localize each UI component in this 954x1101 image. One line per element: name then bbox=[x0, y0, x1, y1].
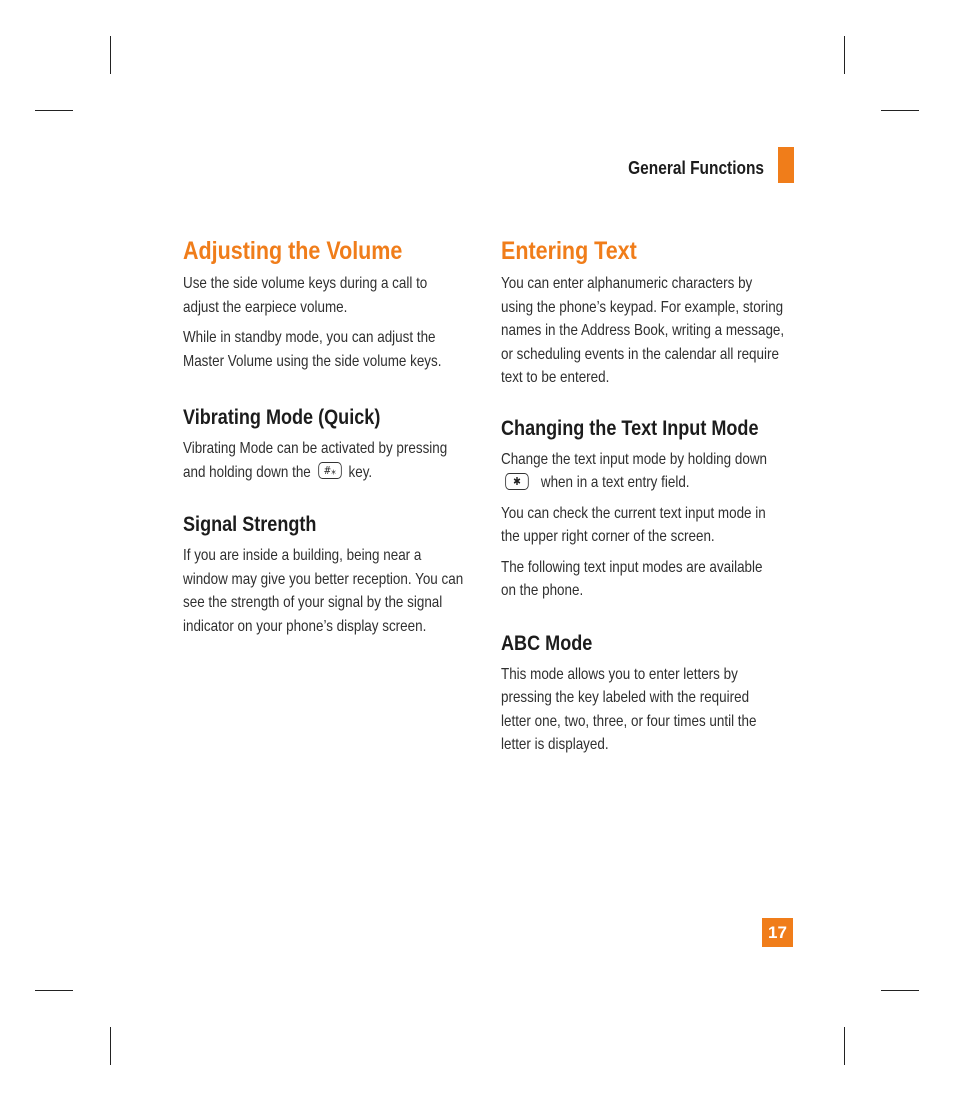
volume-paragraph-2: While in standby mode, you can adjust the Master Volume using the side volume keys. bbox=[183, 329, 442, 370]
entering-text-paragraph: You can enter alphanumeric characters by using the phone’s keypad. For example, storing names in the Address Book, writing a message, or scheduling events in the calendar all require text to be entered. bbox=[501, 275, 785, 386]
hash-key-icon: #⁎ bbox=[318, 462, 342, 479]
crop-mark bbox=[844, 36, 845, 74]
crop-mark bbox=[35, 990, 73, 991]
crop-mark bbox=[110, 36, 111, 74]
adjusting-volume-heading: Adjusting the Volume bbox=[183, 237, 403, 265]
crop-mark bbox=[844, 1027, 845, 1065]
vibrating-paragraph: Vibrating Mode can be activated by pressing and holding down the #⁎ key. bbox=[183, 440, 448, 481]
right-column bbox=[501, 236, 801, 757]
changing-paragraph-1: Change the text input mode by holding down ✱ when in a text entry field. bbox=[501, 450, 768, 491]
crop-mark bbox=[881, 110, 919, 111]
crop-mark bbox=[35, 110, 73, 111]
changing-paragraph-3: The following text input modes are available on the phone. bbox=[501, 558, 763, 599]
star-key-icon: ✱ bbox=[505, 473, 529, 490]
changing-paragraph-2: You can check the current text input mode in the upper right corner of the screen. bbox=[501, 504, 766, 545]
entering-text-heading: Entering Text bbox=[501, 237, 637, 265]
vibrating-mode-heading: Vibrating Mode (Quick) bbox=[183, 406, 381, 429]
signal-strength-heading: Signal Strength bbox=[183, 513, 317, 536]
abc-mode-heading: ABC Mode bbox=[501, 631, 593, 655]
volume-paragraph-1: Use the side volume keys during a call to adjust the earpiece volume. bbox=[183, 275, 428, 316]
crop-mark bbox=[881, 990, 919, 991]
section-tab-marker bbox=[778, 147, 794, 183]
page-number: 17 bbox=[762, 918, 793, 947]
section-header-label: General Functions bbox=[628, 158, 764, 178]
changing-input-mode-heading: Changing the Text Input Mode bbox=[501, 416, 759, 440]
abc-mode-paragraph: This mode allows you to enter letters by pressing the key labeled with the required letter one, two, three, or four times until the letter is displayed. bbox=[501, 665, 757, 753]
signal-paragraph: If you are inside a building, being near a window may give you better reception. You can see the strength of your signal by the signal indicator on your phone’s display screen. bbox=[183, 547, 464, 635]
crop-mark bbox=[110, 1027, 111, 1065]
left-column bbox=[183, 236, 483, 638]
